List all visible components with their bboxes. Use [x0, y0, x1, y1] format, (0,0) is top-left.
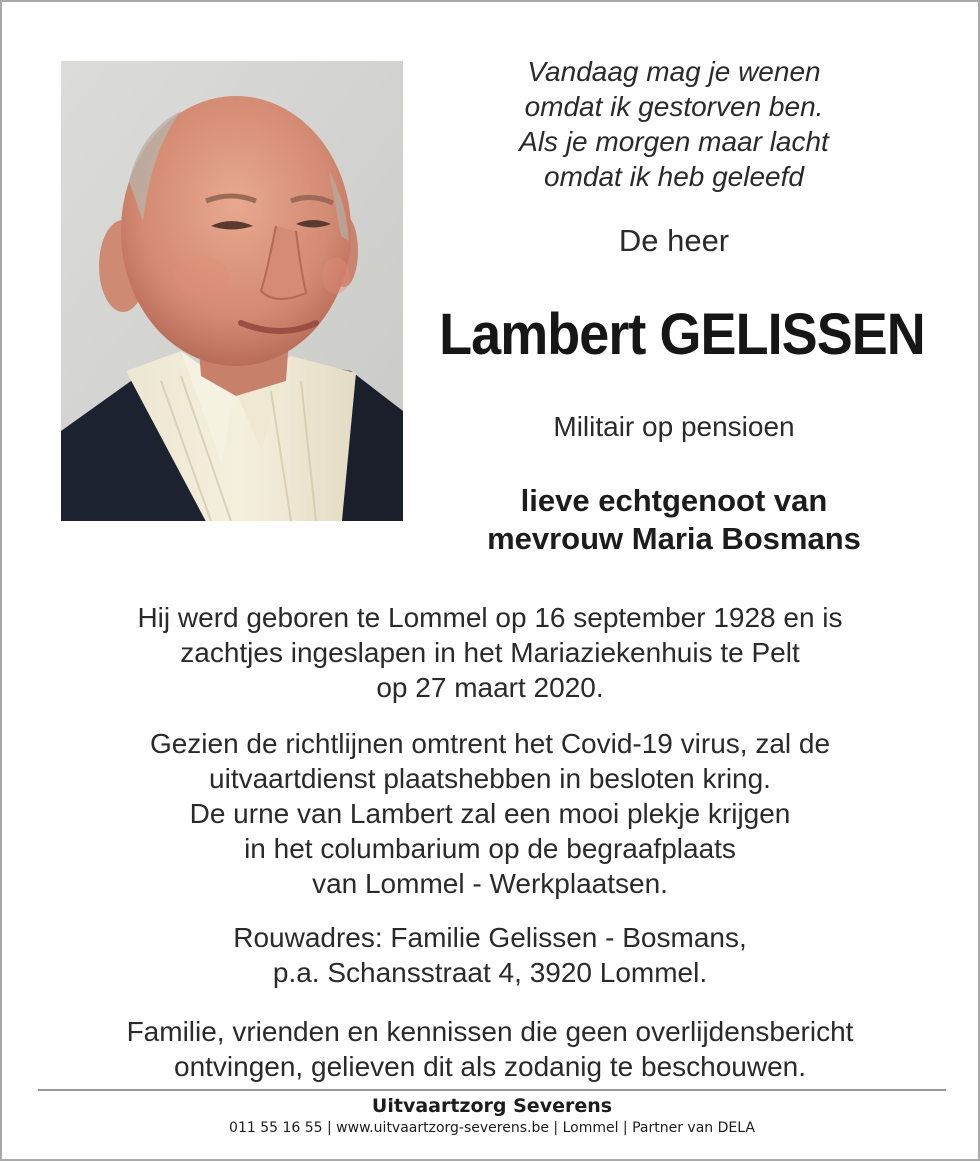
funeral-home-name: Uitvaartzorg Severens	[371, 1095, 613, 1117]
paragraph-line: ontvingen, gelieven dit als zodanig te beschouwen.	[174, 1051, 806, 1082]
paragraph-line: Hij werd geboren te Lommel op 16 september 1928 en is	[137, 602, 843, 633]
paragraph-line: Rouwadres: Familie Gelissen - Bosmans,	[233, 922, 747, 953]
paragraph-line: De urne van Lambert zal een mooi plekje krijgen	[189, 798, 791, 829]
paragraph-line: uitvaartdienst plaatshebben in besloten kring.	[209, 763, 771, 794]
footer-divider	[38, 1089, 946, 1091]
notification-paragraph	[42, 1014, 938, 1084]
spouse-line: lieve echtgenoot van	[520, 483, 828, 518]
portrait-illustration	[61, 61, 403, 521]
paragraph-line: p.a. Schansstraat 4, 3920 Lommel.	[272, 957, 708, 988]
poem-line: Als je morgen maar lacht	[519, 126, 829, 157]
occupation: Militair op pensioen	[553, 411, 795, 442]
spouse-statement	[422, 482, 926, 558]
mourning-address	[42, 920, 938, 990]
paragraph-line: Familie, vrienden en kennissen die geen overlijdensbericht	[126, 1016, 854, 1047]
deceased-name: Lambert GELISSEN	[439, 302, 925, 367]
birth-death-paragraph	[42, 600, 938, 705]
paragraph-line: zachtjes ingeslapen in het Mariaziekenhuis te Pelt	[180, 637, 800, 668]
poem-line: Vandaag mag je wenen	[527, 56, 821, 87]
paragraph-line: Gezien de richtlijnen omtrent het Covid-19 virus, zal de	[149, 728, 831, 759]
funeral-home-contact: 011 55 16 55 | www.uitvaartzorg-severens.be | Lommel | Partner van DELA	[229, 1120, 755, 1136]
paragraph-line: in het columbarium op de begraafplaats	[244, 833, 736, 864]
salutation: De heer	[618, 223, 730, 258]
paragraph-line: op 27 maart 2020.	[376, 672, 604, 703]
poem-line: omdat ik heb geleefd	[544, 161, 804, 192]
memorial-poem	[442, 54, 906, 194]
portrait-photo	[61, 61, 403, 521]
poem-line: omdat ik gestorven ben.	[524, 91, 824, 122]
funeral-arrangements-paragraph	[42, 726, 938, 901]
spouse-line: mevrouw Maria Bosmans	[487, 521, 861, 556]
paragraph-line: van Lommel - Werkplaatsen.	[312, 868, 668, 899]
